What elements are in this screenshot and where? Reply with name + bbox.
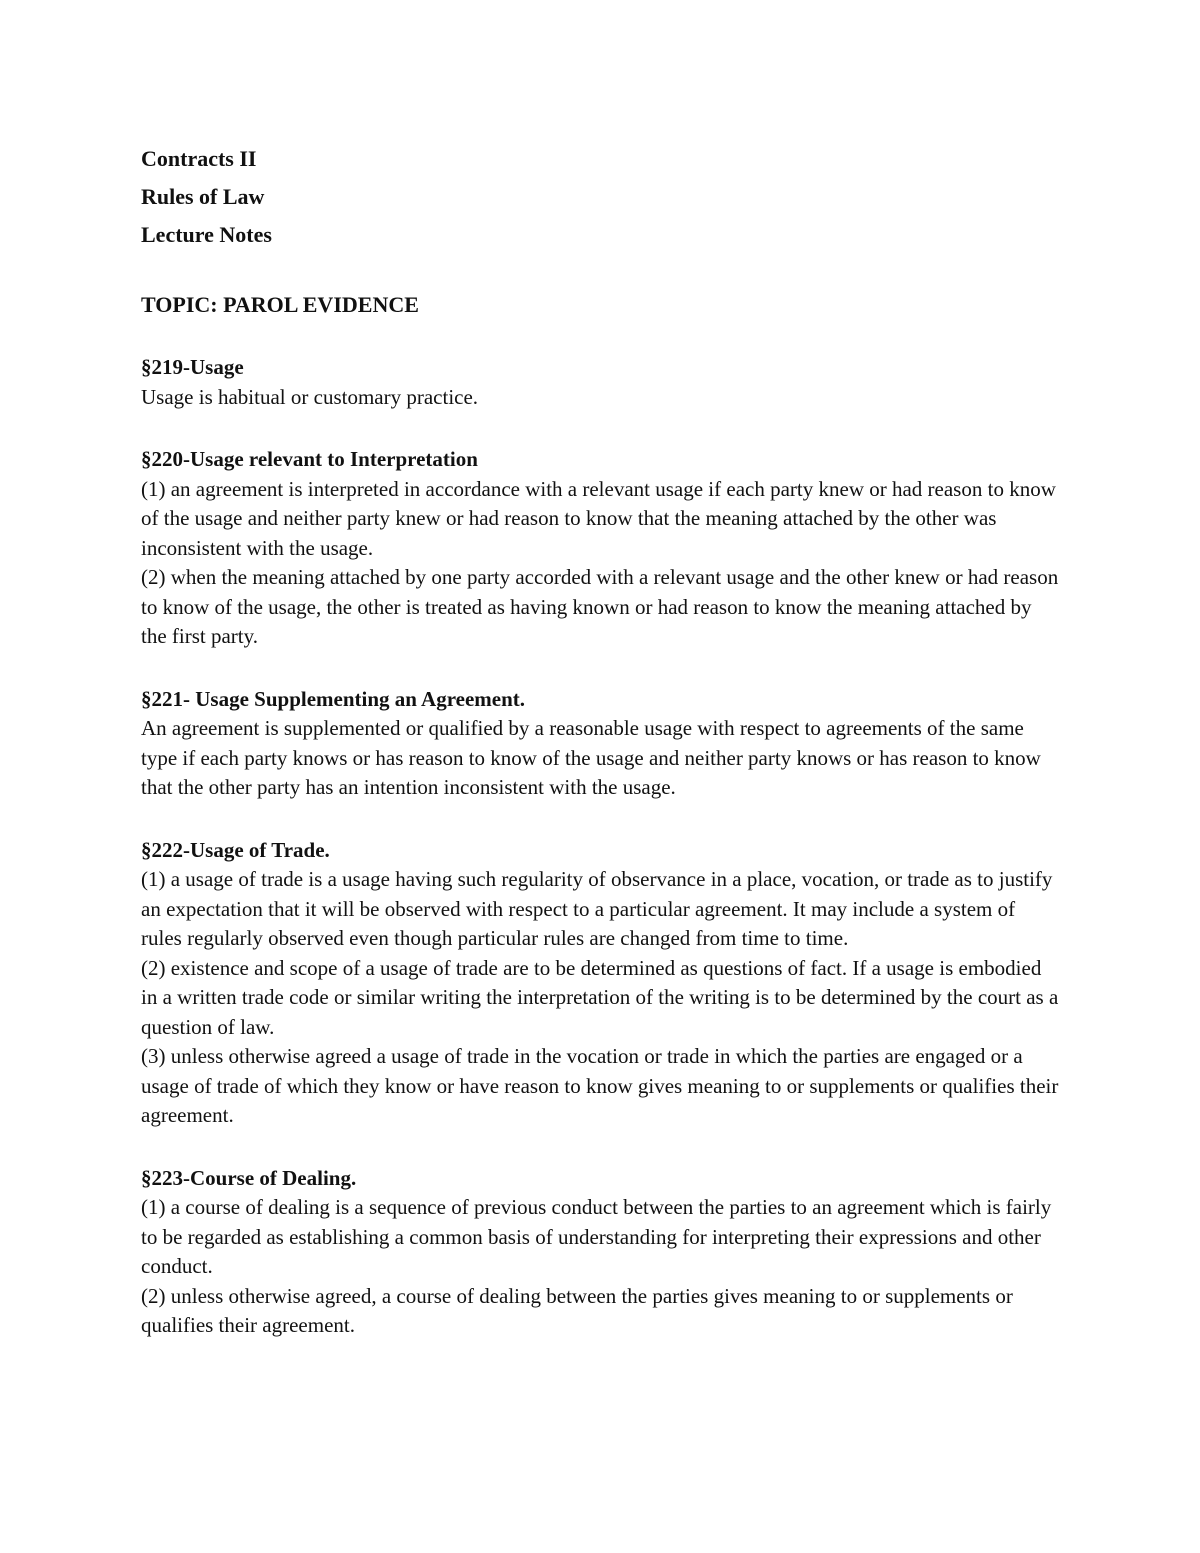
- section-heading: §223-Course of Dealing.: [141, 1165, 357, 1190]
- section-paragraph: (2) when the meaning attached by one party accorded with a relevant usage and the other knew or had reason to know of the usage, the other is treated as having known or had reason to know the meaning attached by the first party.: [141, 565, 1059, 648]
- section-paragraph: (2) unless otherwise agreed, a course of dealing between the parties gives meaning to or supplements or qualifies their agreement.: [141, 1283, 1013, 1337]
- document-page: [141, 140, 1061, 1341]
- section-paragraph: (1) a course of dealing is a sequence of previous conduct between the parties to an agreement which is fairly to be regarded as establishing a common basis of understanding for interpreting their expressions and other conduct.: [141, 1195, 1052, 1278]
- section-heading: §221- Usage Supplementing an Agreement.: [141, 686, 526, 711]
- topic-heading: TOPIC: PAROL EVIDENCE: [141, 292, 419, 317]
- section-paragraph: An agreement is supplemented or qualified by a reasonable usage with respect to agreements of the same type if each party knows or has reason to know of the usage and neither party knows or has reason to know that the other party has an intention inconsistent with the usage.: [141, 716, 1041, 799]
- section-paragraph: (1) an agreement is interpreted in accordance with a relevant usage if each party knew or had reason to know of the usage and neither party knew or had reason to know that the meaning attached by the other was inconsistent with the usage.: [141, 476, 1056, 560]
- section-222: [141, 836, 1061, 1131]
- section-220: [141, 445, 1061, 652]
- section-paragraph: Usage is habitual or customary practice.: [141, 384, 479, 409]
- section-heading: §219-Usage: [141, 355, 244, 379]
- section-paragraph: (1) a usage of trade is a usage having such regularity of observance in a place, vocation, or trade as to justify an expectation that it will be observed with respect to a particular agreement. It may include a system of rules regularly observed even though particular rules are changed from time to time.: [141, 867, 1053, 950]
- section-paragraph: (2) existence and scope of a usage of trade are to be determined as questions of fact. If a usage is embodied in a written trade code or similar writing the interpretation of the writing is to be determined by the court as a question of law.: [141, 955, 1059, 1039]
- section-heading: §222-Usage of Trade.: [141, 837, 330, 862]
- document-type: Lecture Notes: [141, 222, 272, 247]
- section-heading: §220-Usage relevant to Interpretation: [141, 447, 478, 471]
- section-223: [141, 1164, 1061, 1341]
- document-subtitle: Rules of Law: [141, 184, 265, 209]
- section-221: [141, 685, 1061, 803]
- section-219: [141, 353, 1061, 412]
- course-title: Contracts II: [141, 146, 257, 171]
- section-paragraph: (3) unless otherwise agreed a usage of trade in the vocation or trade in which the parties are engaged or a usage of trade of which they know or have reason to know gives meaning to or supplements or qualifies their agreement.: [141, 1044, 1059, 1127]
